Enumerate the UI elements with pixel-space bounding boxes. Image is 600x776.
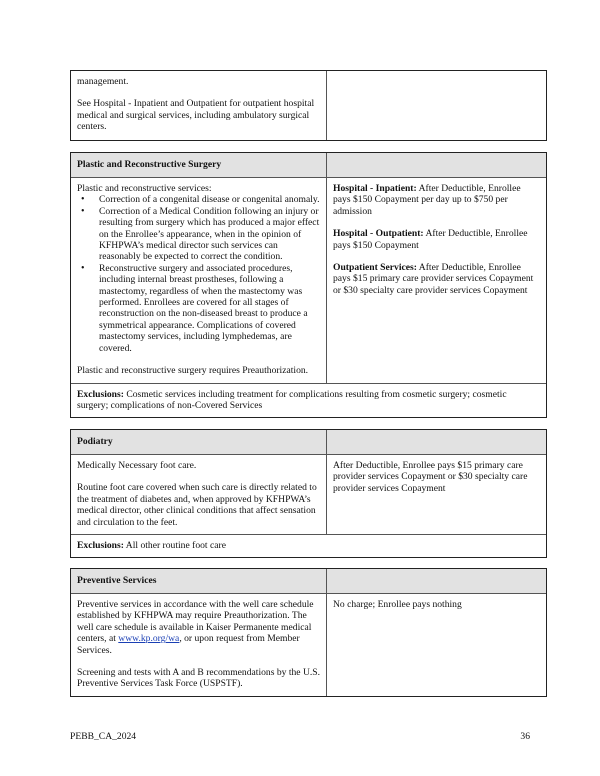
podiatry-exclusions: Exclusions: All other routine foot care <box>77 540 226 552</box>
podiatry-p2: Routine foot care covered when such care is directly related to the treatment of diabetes and, when approved by KFHPWA’s medical director, other clinical conditions that affect sensation and circulation to the feet. <box>77 482 317 528</box>
bullet-item: • Reconstructive surgery and associated procedures, including internal breast prostheses, following a mastectomy, regardless of when the mastectomy was performed. Enrollees are covered for all stages of reconstruction on the non-diseased breast to produce a symmetrical appearance. Complications of covered mastectomy services, including lymphedemas, are covered. <box>99 263 320 354</box>
see-hospital-text: See Hospital - Inpatient and Outpatient for outpatient hospital medical and surgical services, including ambulatory surgical centers. <box>77 98 315 133</box>
page-footer <box>70 731 530 742</box>
continued-text: management. <box>77 76 129 87</box>
kp-website-link[interactable]: www.kp.org/wa <box>118 633 180 645</box>
bullet-item: • Correction of a Medical Condition following an injury or resulting from surgery which has produced a major effect on the Enrollee’s appearance, when in the opinion of KFHPWA’s medical director such services can reasonably be expected to correct the condition. <box>99 206 320 263</box>
section-title: Preventive Services <box>71 569 327 593</box>
page-number: 36 <box>520 731 530 742</box>
preventive-cost: No charge; Enrollee pays nothing <box>333 599 462 610</box>
preventive-p2: Screening and tests with A and B recommendations by the U.S. Preventive Services Task Force (USPSTF). <box>77 667 321 690</box>
podiatry-description-cell <box>71 455 327 534</box>
preventive-services-table <box>70 568 547 697</box>
podiatry-p1: Medically Necessary foot care. <box>77 460 197 471</box>
plastic-bullet-list <box>77 194 320 354</box>
podiatry-cost: After Deductible, Enrollee pays $15 primary care provider services Copayment or $30 specialty care provider services Copayment <box>333 460 528 494</box>
podiatry-table <box>70 429 547 558</box>
plastic-cost-cell <box>327 178 546 383</box>
plastic-surgery-table <box>70 152 547 418</box>
preventive-cost-cell <box>327 594 546 696</box>
preventive-p1: Preventive services in accordance with the well care schedule established by KFHPWA may require Preauthorization. The well care schedule is available in Kaiser Permanente medical centers, at www.kp.org/wa, or upon request from Member Services. <box>77 599 314 656</box>
continued-left-cell <box>71 71 327 140</box>
plastic-exclusions: Exclusions: Cosmetic services including treatment for complications resulting from cosmetic surgery; cosmetic surgery; complications of non-Covered Services <box>77 388 507 411</box>
cost-outpatient: Hospital - Outpatient: After Deductible, Enrollee pays $150 Copayment <box>333 228 528 251</box>
plastic-preauth-note: Plastic and reconstructive surgery requires Preauthorization. <box>77 365 309 377</box>
plastic-surgery-header-row <box>71 153 546 177</box>
document-id: PEBB_CA_2024 <box>70 731 137 742</box>
podiatry-header-row <box>71 430 546 454</box>
continued-right-cell <box>327 71 546 140</box>
podiatry-cost-cell <box>327 455 546 534</box>
preventive-description-cell <box>71 594 327 696</box>
continued-benefit-table <box>70 70 547 141</box>
section-title: Podiatry <box>71 430 327 454</box>
preventive-header-row <box>71 569 546 593</box>
bullet-item: • Correction of a congenital disease or congenital anomaly. <box>99 194 320 205</box>
plastic-intro: Plastic and reconstructive services: <box>77 183 212 194</box>
section-title: Plastic and Reconstructive Surgery <box>71 153 327 177</box>
cost-inpatient: Hospital - Inpatient: After Deductible, Enrollee pays $150 Copayment per day up to $750 per admission <box>333 183 521 217</box>
plastic-description-cell <box>71 178 327 383</box>
cost-outpatient-services: Outpatient Services: After Deductible, Enrollee pays $15 primary care provider services Copayment or $30 specialty care provider services Copayment <box>333 262 534 296</box>
